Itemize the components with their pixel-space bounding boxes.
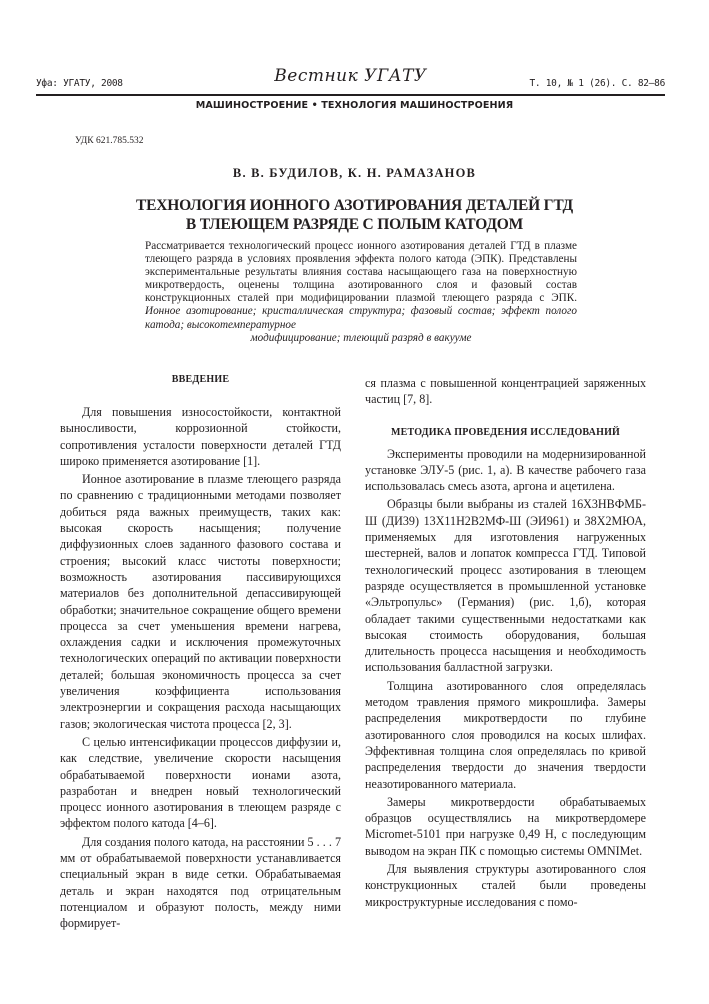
paragraph: Эксперименты проводили на модернизированной установке ЭЛУ-5 (рис. 1, а). В качестве рабочего газа использовалась смесь азота, аргона и ацетилена. <box>365 446 646 494</box>
section-heading-introduction: ВВЕДЕНИЕ <box>171 374 230 385</box>
title-line-2: В ТЛЕЮЩЕМ РАЗРЯДЕ С ПОЛЫМ КАТОДОМ <box>185 216 524 233</box>
paragraph: Для создания полого катода, на расстоянии 5 . . . 7 мм от обрабатываемой поверхности устанавливается специальный экран в виде сетки. Обрабатываемая деталь и экран находятся под отрицательным потенциалом и образуют полость, между ними формирует- <box>60 834 341 931</box>
keywords-last-line: модифицирование; тлеющий разряд в вакууме <box>250 331 472 344</box>
udk-code: УДК 621.785.532 <box>75 136 144 146</box>
keywords: Ионное азотирование; кристаллическая структура; фазовый состав; эффект полого катода; высокотемпературное <box>145 305 577 331</box>
running-head <box>36 62 665 94</box>
paragraph: Для повышения износостойкости, контактной выносливости, коррозионной стойкости, сопротивления усталости поверхности деталей ГТД широко применяется азотирование [1]. <box>60 405 341 468</box>
paragraph: С целью интенсификации процессов диффузии и, как следствие, увеличение скорости насыщения обрабатываемой поверхности ионами азота, разработан и внедрен новый технологический процесс ионного азотирования в тлеющем разряде с эффектом полого катода [4–6]. <box>60 734 341 831</box>
section-heading-methods: МЕТОДИКА ПРОВЕДЕНИЯ ИССЛЕДОВАНИЙ <box>390 426 621 438</box>
paragraph: Замеры микротвердости обрабатываемых образцов осуществлялись на микротвердомере Micromet-5101 при нагрузке 0,49 Н, с последующим выводом на экран ПК с помощью системы OMNIMet. <box>365 794 646 858</box>
authors: В. В. БУДИЛОВ, К. Н. РАМАЗАНОВ <box>232 166 477 180</box>
abstract-text: Рассматривается технологический процесс ионного азотирования деталей ГТД в плазме тлеющего разряда в условиях проявления эффекта полого катода (ЭПК). Представлены экспериментальные результаты влияния состава насыщающего газа на поверхностную микротвердость, оценены толщина азотированного слоя и фазовый состав конструкционных сталей при модифицировании плазмой тлеющего разряда с ЭПК. <box>145 240 577 305</box>
volume-info: Т. 10, № 1 (26). С. 82–86 <box>529 78 665 89</box>
publisher-info: Уфа: УГАТУ, 2008 <box>36 78 123 89</box>
title-line-1: ТЕХНОЛОГИЯ ИОННОГО АЗОТИРОВАНИЯ ДЕТАЛЕЙ ГТД <box>136 197 573 214</box>
article-title <box>0 196 709 234</box>
paragraph: Образцы были выбраны из сталей 16Х3НВФМБ-Ш (ДИ39) 13Х11Н2В2МФ-Ш (ЭИ961) и 38Х2МЮА, применяемых для изготовления нагруженных шестерней, валов и лопаток компресса ГТД. Типовой технологический процесс азотирования в тлеющем разряде осуществляется в промышленной установке «Эльтропульс» (Германия) (рис. 1,б), которая обладает такими существенными недостатками как высокая стоимость оборудования, большая длительность процесса насыщения и необходимость использования балластной загрузки. <box>365 497 646 675</box>
journal-section: МАШИНОСТРОЕНИЕ • ТЕХНОЛОГИЯ МАШИНОСТРОЕНИЯ <box>195 100 514 111</box>
left-column <box>60 373 341 932</box>
header-rule <box>36 94 665 96</box>
right-column <box>365 375 646 910</box>
abstract <box>145 240 577 345</box>
journal-logo: Вестник УГАТУ <box>274 66 427 86</box>
paragraph-continuation: ся плазма с повышенной концентрацией заряженных частиц [7, 8]. <box>365 376 646 407</box>
paragraph: Для выявления структуры азотированного слоя конструкционных сталей были проведены микроструктурные исследования с помо- <box>365 862 646 909</box>
paragraph: Толщина азотированного слоя определялась методом травления прямого микрошлифа. Замеры распределения микротвердости по глубине азотированного слоя проводился на косых шлифах. Эффективная толщина слоя определялась по кривой распределения твердости до значения твердости неазотированного материала. <box>365 678 646 791</box>
paragraph: Ионное азотирование в плазме тлеющего разряда по сравнению с традиционными методами позволяет добиться ряда важных преимуществ, таких как: высокая скорость насыщения; получение диффузионных слоев заданного фазового состава и строения; высокий класс чистоты поверхности; возможность азотирования пассивирующихся материалов без дополнительной депассивирующей обработки; значительное сокращение общего времени процесса за счет уменьшения времени нагрева, охлаждения садки и исключения промежуточных технологических операций по активации поверхности деталей; большая экономичность процесса за счет увеличения коэффициента использования электроэнергии и сокращения расхода насыщающих газов; экологическая чистота процесса [2, 3]. <box>60 472 341 731</box>
